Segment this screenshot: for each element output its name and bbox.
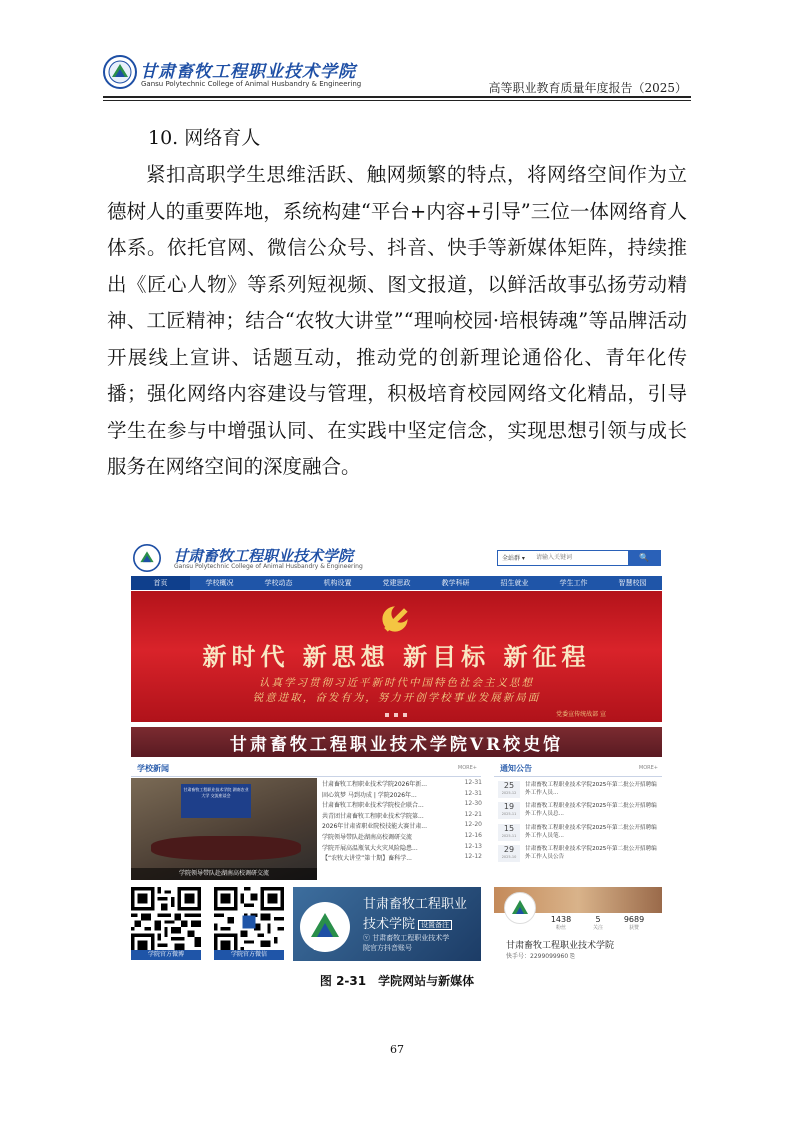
- notice-month: 2025-11: [501, 833, 517, 838]
- notice-text: 甘肃畜牧工程职业技术学院2025年第二批公开招聘编外工作人员笔...: [525, 824, 657, 839]
- kuaishou-likes: [619, 915, 649, 932]
- douyin-name-line2-text: 技术学院: [363, 917, 416, 932]
- list-item[interactable]: [322, 832, 482, 843]
- banner-line-2: 锐意进取，奋发有为，努力开创学校事业发展新局面: [252, 692, 541, 704]
- site-logo-icon: [133, 544, 161, 572]
- nav-item-overview[interactable]: 学校概况: [205, 579, 234, 587]
- douyin-desc-line1: ⓥ 甘肃畜牧工程职业技术学: [363, 934, 450, 942]
- banner-slogan: 新时代 新思想 新目标 新征程: [202, 642, 591, 671]
- meeting-screen-text: 甘肃畜牧工程职业技术学院 湖南农业大学 交流座谈会: [183, 787, 249, 798]
- search-icon[interactable]: 🔍: [628, 551, 660, 565]
- nav-item-students[interactable]: 学生工作: [559, 579, 588, 587]
- weibo-qr-code: [131, 887, 201, 957]
- notice-item[interactable]: [494, 843, 662, 864]
- notice-day: 15: [503, 823, 515, 833]
- notice-text: 甘肃畜牧工程职业技术学院2025年第二批公开招聘编外工作人员公告: [525, 846, 657, 861]
- news-item-date: 12-31: [464, 789, 482, 797]
- news-item-date: 12-12: [464, 853, 482, 861]
- notice-more-link[interactable]: MORE+: [638, 765, 658, 771]
- kuaishou-fans-count: 1438: [550, 915, 572, 924]
- nav-item-party[interactable]: 党建思政: [382, 579, 411, 587]
- list-item[interactable]: [322, 811, 482, 822]
- report-title: 高等职业教育质量年度报告（2025）: [488, 81, 687, 95]
- news-header: [131, 762, 481, 777]
- news-item-title: 固心筑梦 马到功成 | 学院2026年...: [322, 791, 417, 799]
- carousel-dots: [385, 713, 407, 717]
- site-search-bar: [497, 550, 661, 566]
- notice-date: [498, 781, 520, 798]
- news-item-title: 共青团甘肃畜牧工程职业技术学院第...: [322, 812, 424, 820]
- notice-header: [494, 762, 662, 777]
- header-college-name: 甘肃畜牧工程职业技术学院: [140, 62, 356, 82]
- carousel-dot[interactable]: [394, 713, 398, 717]
- news-title: 学校新闻: [137, 764, 169, 773]
- news-item-title: 【“农牧大讲堂”第十期】畜科学...: [322, 855, 412, 863]
- section-body: [107, 157, 687, 486]
- meeting-table: [151, 836, 301, 860]
- kuaishou-name: 甘肃畜牧工程职业技术学院: [506, 941, 615, 951]
- nav-item-home[interactable]: 首页: [131, 576, 190, 590]
- site-name: 甘肃畜牧工程职业技术学院: [173, 547, 354, 565]
- list-item[interactable]: [322, 853, 482, 864]
- figure-caption: 图 2-31 学院网站与新媒体: [319, 974, 475, 988]
- news-more-link[interactable]: MORE+: [457, 765, 477, 771]
- news-photo[interactable]: [131, 778, 317, 880]
- hero-banner[interactable]: [131, 591, 662, 722]
- douyin-remark-button[interactable]: 设置备注: [418, 920, 452, 930]
- news-item-date: 12-21: [464, 810, 482, 818]
- kuaishou-follow-count: 5: [595, 915, 601, 924]
- notice-title: 通知公告: [500, 764, 532, 773]
- carousel-dot[interactable]: [385, 713, 389, 717]
- news-item-title: 甘肃畜牧工程职业技术学院2026年新...: [322, 781, 427, 788]
- douyin-name-line1: 甘肃畜牧工程职业: [363, 897, 468, 912]
- douyin-name-line2: [363, 913, 452, 932]
- news-item-date: 12-13: [464, 842, 482, 850]
- douyin-desc: [363, 933, 449, 953]
- news-item-title: 学院开展高温瓶氧大火灾风险隐患...: [322, 844, 418, 852]
- header-rule: [103, 96, 691, 98]
- notice-day: 25: [503, 781, 515, 790]
- notice-item[interactable]: [494, 800, 662, 821]
- news-item-date: 12-30: [464, 800, 482, 808]
- news-list: [322, 779, 482, 864]
- notice-item[interactable]: [494, 822, 662, 843]
- notice-date: [498, 845, 520, 862]
- list-item[interactable]: [322, 790, 482, 801]
- kuaishou-likes-label: 获赞: [628, 925, 639, 931]
- qr2-caption: 学院官方微信: [214, 950, 284, 960]
- notice-text: 甘肃畜牧工程职业技术学院2025年第二批公开招聘编外工作人员总...: [525, 803, 657, 818]
- website-screenshot: [131, 540, 662, 757]
- vr-museum-title: 甘肃畜牧工程职业技术学院VR校史馆: [229, 735, 564, 755]
- notice-date: [498, 824, 520, 841]
- news-item-date: 12-31: [464, 779, 482, 786]
- site-header: [131, 540, 662, 575]
- news-item-title: 2026年甘肃省职业院校技能大赛甘肃...: [322, 823, 427, 831]
- notice-month: 2025-10: [501, 855, 517, 860]
- notice-item[interactable]: [494, 779, 662, 800]
- site-name-en: Gansu Polytechnic College of Animal Husbandry & Engineering: [174, 563, 363, 570]
- qr1-caption: 学院官方微博: [131, 950, 201, 960]
- kuaishou-account-card[interactable]: [494, 887, 662, 961]
- douyin-year: 1952: [313, 945, 329, 952]
- list-item[interactable]: [322, 821, 482, 832]
- site-nav: [131, 576, 662, 590]
- news-item-date: 12-20: [464, 821, 482, 829]
- header-rule-thin: [103, 100, 691, 101]
- kuaishou-likes-count: 9689: [623, 915, 645, 924]
- banner-signature: 党委宣传统战部 宣: [556, 711, 606, 718]
- kuaishou-fans-label: 粉丝: [555, 925, 566, 931]
- notice-text: 甘肃畜牧工程职业技术学院2025年第二批公开招聘编外工作人员...: [525, 782, 657, 796]
- search-scope-select[interactable]: 全站群 ▾: [502, 555, 525, 562]
- nav-item-organization[interactable]: 机构设置: [323, 579, 352, 587]
- kuaishou-avatar-icon: [504, 892, 536, 924]
- kuaishou-follow-label: 关注: [592, 925, 603, 931]
- nav-item-news[interactable]: 学校动态: [264, 579, 293, 587]
- party-emblem-icon: [376, 601, 414, 637]
- news-photo-caption: 学院领导带队赴湖南高校调研交流: [131, 868, 317, 880]
- nav-item-teaching[interactable]: 教学科研: [441, 579, 470, 587]
- vr-museum-banner[interactable]: [131, 727, 662, 757]
- notice-month: 2025-12: [501, 791, 517, 795]
- notice-list: [494, 779, 662, 865]
- notice-date: [498, 802, 520, 819]
- nav-item-smart-campus[interactable]: 智慧校园: [618, 579, 647, 587]
- list-item[interactable]: [322, 779, 482, 790]
- header-college-name-en: Gansu Polytechnic College of Animal Husbandry & Engineering: [141, 80, 362, 88]
- news-item-date: 12-16: [464, 831, 482, 839]
- news-item-title: 甘肃畜牧工程职业技术学院校企联合...: [322, 802, 424, 810]
- kuaishou-id: 快手号：2299099960 ⎘: [506, 953, 575, 960]
- kuaishou-fans: [546, 915, 576, 932]
- news-item-title: 学院领导带队赴湖南高校调研交流: [322, 833, 413, 841]
- search-input[interactable]: [536, 553, 616, 562]
- notice-month: 2025-11: [501, 812, 517, 817]
- douyin-desc-line2: 院官方抖音账号: [363, 944, 412, 952]
- list-item[interactable]: [322, 843, 482, 854]
- list-item[interactable]: [322, 800, 482, 811]
- notice-day: 19: [503, 802, 515, 812]
- nav-item-admission[interactable]: 招生就业: [500, 579, 529, 587]
- kuaishou-follow: [583, 915, 613, 932]
- douyin-account-card[interactable]: [293, 887, 481, 961]
- carousel-dot[interactable]: [403, 713, 407, 717]
- wechat-qr-code: [214, 887, 284, 957]
- college-logo-icon: [103, 55, 137, 89]
- page-number: 67: [390, 1043, 404, 1056]
- notice-day: 29: [503, 845, 515, 855]
- banner-line-1: 认真学习贯彻习近平新时代中国特色社会主义思想: [259, 677, 534, 689]
- section-title: 10. 网络育人: [148, 127, 261, 149]
- section-paragraph: 紧扣高职学生思维活跃、触网频繁的特点，将网络空间作为立德树人的重要阵地，系统构建“平台+内容+引导”三位一体网络育人体系。依托官网、微信公众号、抖音、快手等新媒体矩阵，持续推出《匠心人物》等系列短视频、图文报道，以鲜活故事弘扬劳动精神、工匠精神；结合“农牧大讲堂”“理响校园·培根铸魂”等品牌活动开展线上宣讲、话题互动，推动党的创新理论通俗化、青年化传播；强化网络内容建设与管理，积极培育校园网络文化精品，引导学生在参与中增强认同、在实践中坚定信念，实现思想引领与成长服务在网络空间的深度融合。: [107, 163, 687, 478]
